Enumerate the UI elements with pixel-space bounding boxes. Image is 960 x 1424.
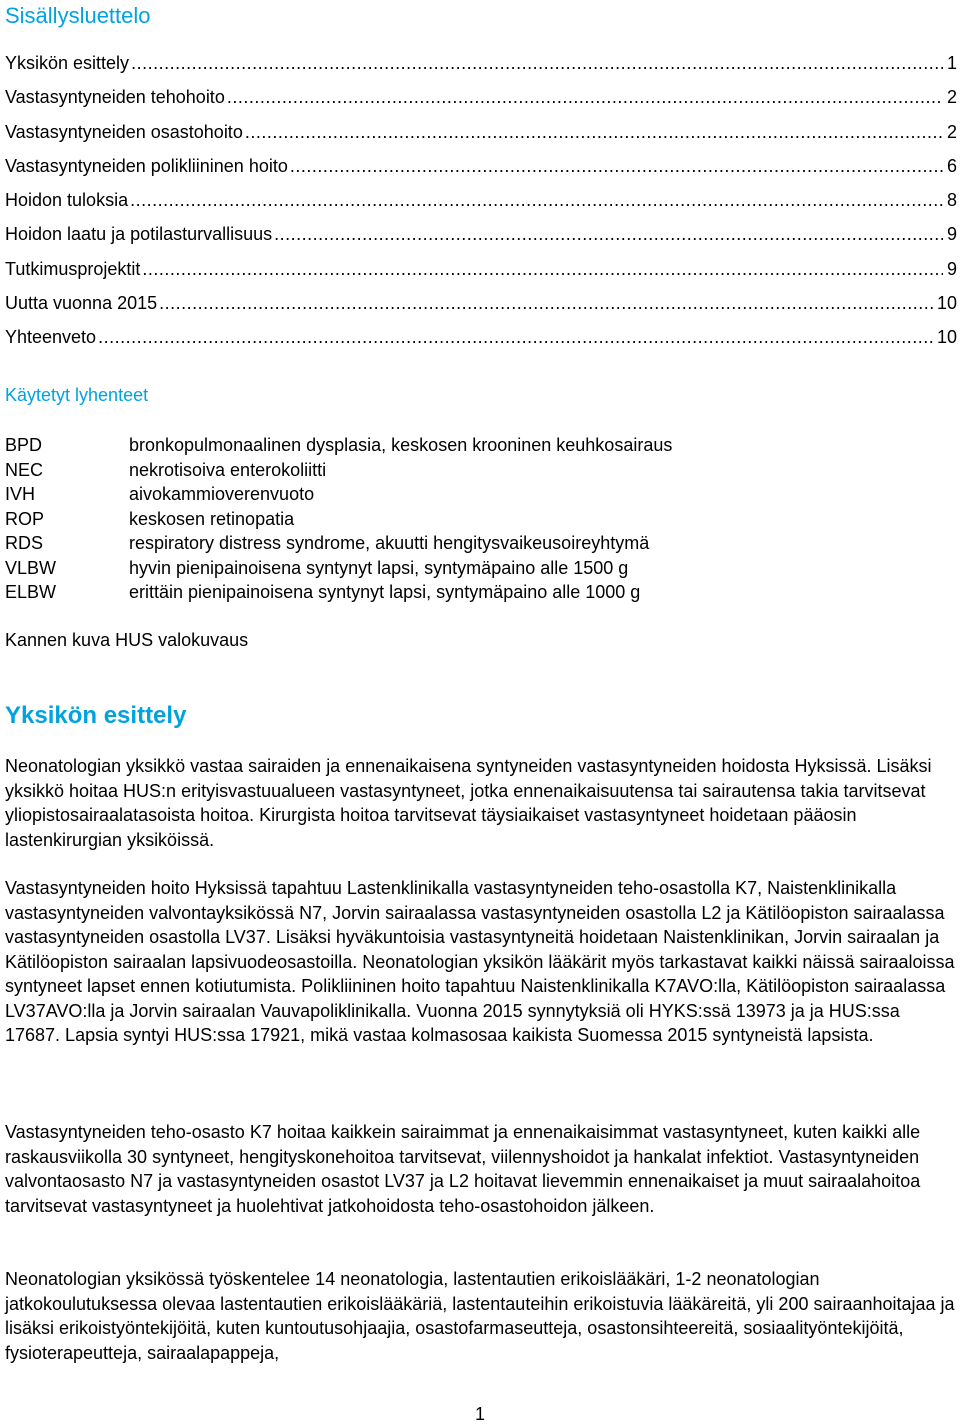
toc-leader-dots xyxy=(98,326,933,348)
abbreviation-definition: keskosen retinopatia xyxy=(129,508,295,529)
toc-entry-title: Hoidon laatu ja potilasturvallisuus xyxy=(5,224,273,245)
abbreviation-definition: erittäin pienipainoisena syntynyt lapsi, syntymäpaino alle 1000 g xyxy=(129,582,641,602)
abbreviation-row xyxy=(5,458,957,483)
abbreviation-row xyxy=(5,482,957,507)
toc-entry-page: 10 xyxy=(936,293,957,314)
toc-entry[interactable] xyxy=(5,292,957,326)
abbreviation-row xyxy=(5,531,957,556)
toc-entry-page: 1 xyxy=(946,53,957,73)
section-heading: Yksikön esittely xyxy=(5,702,187,729)
body-paragraph: Vastasyntyneiden teho-osasto K7 hoitaa kaikkein sairaimmat ja ennenaikaisimmat vastasyntyneet, kuten kaikki alle raskausviikolla 30 syntyneet, hengityskonehoitoa tarvitsevat, viilennyshoidot ja hankalat infektiot. Vastasyntyneiden valvontaosasto N7 ja vastasyntyneiden osastot LV37 ja L2 hoitavat lievemmin ennenaikaiset ja muut sairaalahoitoa tarvitsevat vastasyntyneet ja huolehtivat jatkohoidosta teho-osastohoidon jälkeen. xyxy=(5,1122,921,1216)
toc-leader-dots xyxy=(131,52,943,74)
body-paragraph: Neonatologian yksikössä työskentelee 14 neonatologia, lastentautien erikoislääkäri, 1-2 neonatologian jatkokoulutuksessa olevaa lastentautien erikoislääkäriä, lastentauteihin erikoistuvia lääkäreitä, yli 200 sairaanhoitajaa ja lisäksi erikoistyöntekijöitä, kuten kuntoutusohjaajia, osastofarmaseutteja, osastonsihteereitä, sosiaalityöntekijöitä, fysioterapeutteja, sairaalapappeja, xyxy=(5,1269,955,1363)
toc-entry-page: 2 xyxy=(946,121,957,142)
toc-entry[interactable] xyxy=(5,86,957,120)
abbreviation-term: ROP xyxy=(5,508,45,529)
abbreviation-definition: respiratory distress syndrome, akuutti hengitysvaikeusoireyhtymä xyxy=(129,533,650,553)
abbreviation-row xyxy=(5,556,957,581)
toc-entry-title: Yhteenveto xyxy=(5,327,97,348)
toc-entry[interactable] xyxy=(5,155,957,189)
abbreviation-row xyxy=(5,433,957,458)
toc-entry-page: 10 xyxy=(936,327,957,348)
toc-entry[interactable] xyxy=(5,52,957,86)
toc-entry-title: Vastasyntyneiden osastohoito xyxy=(5,121,243,142)
abbreviations-list xyxy=(5,433,957,605)
toc-leader-dots xyxy=(274,223,943,245)
toc-entry[interactable] xyxy=(5,121,957,155)
toc-entry-title: Vastasyntyneiden tehohoito xyxy=(5,87,225,108)
toc-entry[interactable] xyxy=(5,258,957,292)
abbreviation-definition: aivokammioverenvuoto xyxy=(129,484,315,504)
toc-entry-title: Vastasyntyneiden polikliininen hoito xyxy=(5,155,288,176)
body-paragraph: Neonatologian yksikkö vastaa sairaiden ja ennenaikaisena syntyneiden vastasyntyneiden hoidosta Hyksissä. Lisäksi yksikkö hoitaa HUS:n erityisvastuualueen vastasyntyneet, jotka ennenaikaisuutensa tai sairautensa takia tarvitsevat yliopistosairaalatasoista hoitoa. Kirurgista hoitoa tarvitsevat täysiaikaiset vastasyntyneet hoidetaan pääosin lastenkirurgian yksiköissä. xyxy=(5,756,932,850)
toc-entry[interactable] xyxy=(5,189,957,223)
page-number: 1 xyxy=(474,1404,485,1424)
toc-leader-dots xyxy=(159,292,933,314)
body-paragraph: Vastasyntyneiden hoito Hyksissä tapahtuu Lastenklinikalla vastasyntyneiden teho-osastolla K7, Naistenklinikalla vastasyntyneiden valvontayksikössä N7, Jorvin sairaalassa vastasyntyneiden osastolla L2 ja Kätilöopiston sairaalassa vastasyntyneiden osastolla LV37. Lisäksi hyväkuntoisia vastasyntyneitä hoidetaan Naistenklinikan, Jorvin sairaalan ja Kätilöopiston sairaalan lapsivuodeosastoilla. Neonatologian yksikön lääkärit myös tarkastavat kaikki näissä sairaaloissa syntyneet lapset ennen kotiutumista. Polikliininen hoito tapahtuu Naistenklinikalla K7AVO:lla, Kätilöopiston sairaalassa LV37AVO:lla ja Jorvin sairaalan Vauvapoliklinikalla. Vuonna 2015 synnytyksiä oli HYKS:ssä 13973 ja ja HUS:ssa 17687. Lapsia syntyi HUS:ssa 17921, mikä vastaa kolmasosaa kaikista Suomessa 2015 syntyneistä lapsista. xyxy=(5,878,955,1045)
toc-leader-dots xyxy=(130,189,943,211)
cover-photo-credit: Kannen kuva HUS valokuvaus xyxy=(5,630,249,650)
toc-leader-dots xyxy=(142,258,943,280)
toc-entry[interactable] xyxy=(5,223,957,257)
abbreviation-definition: hyvin pienipainoisena syntynyt lapsi, syntymäpaino alle 1500 g xyxy=(129,557,629,578)
abbreviation-row xyxy=(5,580,957,605)
toc-entry-page: 6 xyxy=(946,155,957,176)
toc-entry-page: 9 xyxy=(946,224,957,245)
abbreviation-definition: bronkopulmonaalinen dysplasia, keskosen krooninen keuhkosairaus xyxy=(129,435,673,455)
toc-entry-page: 9 xyxy=(946,258,957,279)
abbreviation-term: VLBW xyxy=(5,557,57,578)
toc-entry-page: 2 xyxy=(946,87,957,108)
abbreviation-term: NEC xyxy=(5,459,44,480)
abbreviations-heading: Käytetyt lyhenteet xyxy=(5,385,149,405)
abbreviation-term: RDS xyxy=(5,533,44,553)
toc-leader-dots xyxy=(227,86,943,108)
abbreviation-term: BPD xyxy=(5,435,43,455)
abbreviation-term: IVH xyxy=(5,484,36,504)
table-of-contents xyxy=(5,52,957,361)
toc-heading: Sisällysluettelo xyxy=(5,3,151,28)
toc-leader-dots xyxy=(245,121,943,143)
abbreviation-term: ELBW xyxy=(5,582,57,602)
toc-entry-title: Uutta vuonna 2015 xyxy=(5,293,158,314)
toc-entry-title: Yksikön esittely xyxy=(5,53,130,73)
abbreviation-definition: nekrotisoiva enterokoliitti xyxy=(129,459,327,480)
toc-entry-title: Hoidon tuloksia xyxy=(5,190,129,211)
abbreviation-row xyxy=(5,507,957,532)
toc-entry-page: 8 xyxy=(946,190,957,211)
toc-entry-title: Tutkimusprojektit xyxy=(5,258,141,279)
toc-entry[interactable] xyxy=(5,326,957,360)
toc-leader-dots xyxy=(290,155,943,177)
